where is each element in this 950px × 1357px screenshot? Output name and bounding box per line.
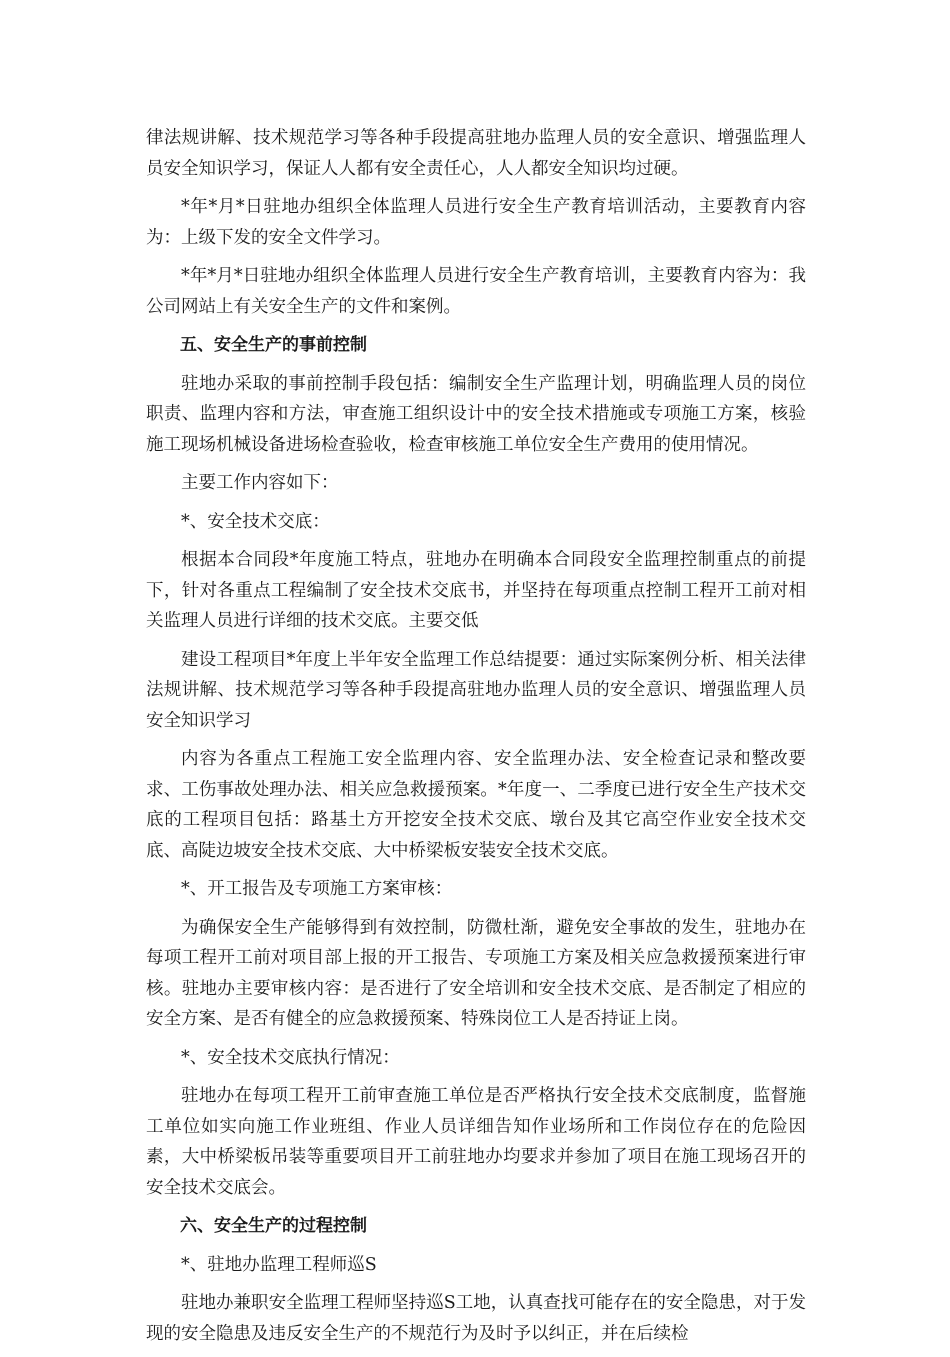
section-heading-5: 五、安全生产的事前控制	[180, 335, 367, 355]
paragraph-briefing-content: 内容为各重点工程施工安全监理内容、安全监理办法、安全检查记录和整改要求、工伤事故处理办法、相关应急救援预案。*年度一、二季度已进行安全生产技术交底的工程项目包括：路基土方开挖安全技术交底、墩台及其它高空作业安全技术交底、高陡边坡安全技术交底、大中桥梁板安装安全技术交底。	[146, 749, 806, 861]
subheading-engineer-patrol: *、驻地办监理工程师巡S	[181, 1254, 377, 1275]
document-page	[146, 123, 806, 1357]
paragraph-briefing-execution: 驻地办在每项工程开工前审查施工单位是否严格执行安全技术交底制度，监督施工单位如实向施工作业班组、作业人员详细告知作业场所和工作岗位存在的危险因素，大中桥梁板吊装等重要项目开工前驻地办均要求并参加了项目在施工现场召开的安全技术交底会。	[146, 1086, 806, 1198]
paragraph-engineer-patrol: 驻地办兼职安全监理工程师坚持巡S工地，认真查找可能存在的安全隐患，对于发现的安全隐患及违反安全生产的不规范行为及时予以纠正，并在后续检	[146, 1293, 806, 1344]
subheading-start-report-review: *、开工报告及专项施工方案审核：	[181, 879, 453, 899]
paragraph-safety-briefing: 根据本合同段*年度施工特点，驻地办在明确本合同段安全监理控制重点的前提下，针对各重点工程编制了安全技术交底书，并坚持在每项重点控制工程开工前对相关监理人员进行详细的技术交底。主要交低	[146, 550, 806, 631]
paragraph-main-work: 主要工作内容如下：	[181, 473, 339, 493]
paragraph-pre-control: 驻地办采取的事前控制手段包括：编制安全生产监理计划，明确监理人员的岗位职责、监理内容和方法，审查施工组织设计中的安全技术措施或专项施工方案，核验施工现场机械设备进场检查验收，检查审核施工单位安全生产费用的使用情况。	[146, 373, 806, 455]
paragraph-summary-insert: 建设工程项目*年度上半年安全监理工作总结提要：通过实际案例分析、相关法律法规讲解、技术规范学习等各种手段提高驻地办监理人员的安全意识、增强监理人员安全知识学习	[146, 649, 806, 731]
section-heading-6: 六、安全生产的过程控制	[180, 1216, 367, 1236]
paragraph-training-methods: 律法规讲解、技术规范学习等各种手段提高驻地办监理人员的安全意识、增强监理人员安全知识学习，保证人人都有安全责任心，人人都安全知识均过硬。	[146, 128, 806, 179]
paragraph-training-event-1: *年*月*日驻地办组织全体监理人员进行安全生产教育培训活动，主要教育内容为：上级下发的安全文件学习。	[146, 197, 806, 248]
subheading-briefing-execution: *、安全技术交底执行情况：	[181, 1047, 400, 1068]
subheading-safety-briefing: *、安全技术交底：	[181, 511, 330, 532]
paragraph-training-event-2: *年*月*日驻地办组织全体监理人员进行安全生产教育培训，主要教育内容为：我公司网站上有关安全生产的文件和案例。	[146, 266, 806, 317]
paragraph-start-report-review: 为确保安全生产能够得到有效控制，防微杜渐，避免安全事故的发生，驻地办在每项工程开工前对项目部上报的开工报告、专项施工方案及相关应急救援预案进行审核。驻地办主要审核内容：是否进行了安全培训和安全技术交底、是否制定了相应的安全方案、是否有健全的应急救援预案、特殊岗位工人是否持证上岗。	[146, 917, 806, 1029]
